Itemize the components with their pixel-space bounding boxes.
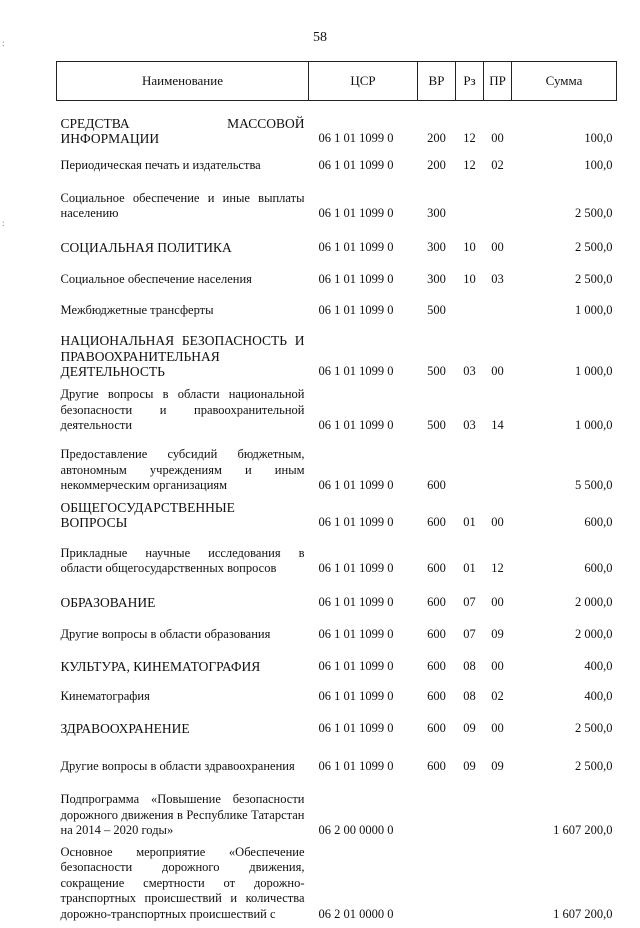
- cell-sum: 2 500,0: [512, 262, 617, 294]
- cell-name: Межбюджетные трансферты: [57, 294, 309, 325]
- cell-vr: 600: [418, 440, 456, 500]
- cell-vr: [418, 845, 456, 928]
- cell-pr: [484, 294, 512, 325]
- cell-rz: 01: [456, 537, 484, 583]
- cell-vr: 200: [418, 101, 456, 153]
- cell-sum: 400,0: [512, 681, 617, 711]
- cell-name: КУЛЬТУРА, КИНЕМАТОГРАФИЯ: [57, 649, 309, 681]
- cell-name: ОБЩЕГОСУДАРСТВЕННЫЕ ВОПРОСЫ: [57, 500, 309, 537]
- cell-vr: 600: [418, 711, 456, 743]
- cell-sum: 2 000,0: [512, 583, 617, 617]
- cell-pr: 00: [484, 711, 512, 743]
- table-row: [57, 845, 617, 928]
- page-number: 58: [0, 30, 640, 46]
- cell-vr: 600: [418, 743, 456, 781]
- cell-pr: [484, 440, 512, 500]
- cell-sum: 1 607 200,0: [512, 845, 617, 928]
- cell-name: Прикладные научные исследования в области общегосударственных вопросов: [57, 537, 309, 583]
- cell-csr: 06 1 01 1099 0: [309, 617, 418, 649]
- cell-csr: 06 1 01 1099 0: [309, 386, 418, 440]
- cell-rz: 08: [456, 681, 484, 711]
- cell-sum: 5 500,0: [512, 440, 617, 500]
- cell-sum: 100,0: [512, 153, 617, 180]
- cell-rz: [456, 294, 484, 325]
- cell-csr: 06 1 01 1099 0: [309, 180, 418, 228]
- cell-csr: 06 1 01 1099 0: [309, 649, 418, 681]
- cell-sum: 2 500,0: [512, 711, 617, 743]
- cell-sum: 2 500,0: [512, 743, 617, 781]
- cell-pr: 00: [484, 325, 512, 386]
- cell-sum: 1 000,0: [512, 325, 617, 386]
- cell-vr: 500: [418, 325, 456, 386]
- cell-name: Социальное обеспечение и иные выплаты населению: [57, 180, 309, 228]
- cell-rz: 03: [456, 325, 484, 386]
- cell-pr: 00: [484, 228, 512, 262]
- cell-rz: 09: [456, 743, 484, 781]
- cell-vr: 200: [418, 153, 456, 180]
- margin-mark: :: [2, 218, 5, 228]
- table-row: [57, 711, 617, 743]
- cell-sum: 1 000,0: [512, 386, 617, 440]
- column-header-vr: ВР: [418, 62, 456, 101]
- table-row: [57, 440, 617, 500]
- cell-name: Подпрограмма «Повышение безопасности дорожного движения в Республике Татарстан на 2014 – 2020 годы»: [57, 781, 309, 845]
- cell-sum: 1 000,0: [512, 294, 617, 325]
- cell-rz: 12: [456, 101, 484, 153]
- cell-csr: 06 1 01 1099 0: [309, 500, 418, 537]
- cell-pr: 03: [484, 262, 512, 294]
- column-header-csr: ЦСР: [309, 62, 418, 101]
- cell-csr: 06 1 01 1099 0: [309, 101, 418, 153]
- cell-sum: 600,0: [512, 537, 617, 583]
- cell-csr: 06 2 01 0000 0: [309, 845, 418, 928]
- cell-rz: [456, 781, 484, 845]
- budget-table: [56, 61, 617, 928]
- cell-csr: 06 1 01 1099 0: [309, 743, 418, 781]
- cell-vr: 300: [418, 228, 456, 262]
- cell-rz: 07: [456, 617, 484, 649]
- cell-csr: 06 1 01 1099 0: [309, 262, 418, 294]
- table-row: [57, 649, 617, 681]
- table-row: [57, 180, 617, 228]
- column-header-pr: ПР: [484, 62, 512, 101]
- cell-name: ЗДРАВООХРАНЕНИЕ: [57, 711, 309, 743]
- cell-sum: 100,0: [512, 101, 617, 153]
- cell-csr: 06 1 01 1099 0: [309, 153, 418, 180]
- cell-pr: 00: [484, 500, 512, 537]
- cell-csr: 06 1 01 1099 0: [309, 440, 418, 500]
- cell-vr: 600: [418, 681, 456, 711]
- cell-pr: [484, 180, 512, 228]
- cell-sum: 1 607 200,0: [512, 781, 617, 845]
- cell-rz: 09: [456, 711, 484, 743]
- cell-pr: 02: [484, 153, 512, 180]
- cell-vr: 300: [418, 180, 456, 228]
- table-row: [57, 262, 617, 294]
- cell-csr: 06 1 01 1099 0: [309, 711, 418, 743]
- table-row: [57, 743, 617, 781]
- cell-sum: 2 500,0: [512, 228, 617, 262]
- cell-pr: 00: [484, 649, 512, 681]
- cell-vr: 600: [418, 537, 456, 583]
- cell-name: Другие вопросы в области здравоохранения: [57, 743, 309, 781]
- cell-name: Кинематография: [57, 681, 309, 711]
- cell-name: Социальное обеспечение населения: [57, 262, 309, 294]
- cell-rz: [456, 180, 484, 228]
- cell-name: Периодическая печать и издательства: [57, 153, 309, 180]
- table-row: [57, 228, 617, 262]
- table-row: [57, 101, 617, 153]
- cell-sum: 400,0: [512, 649, 617, 681]
- cell-pr: 09: [484, 617, 512, 649]
- cell-name: НАЦИОНАЛЬНАЯ БЕЗОПАСНОСТЬ И ПРАВООХРАНИТЕЛЬНАЯ ДЕЯТЕЛЬНОСТЬ: [57, 325, 309, 386]
- table-row: [57, 500, 617, 537]
- cell-vr: 600: [418, 617, 456, 649]
- table-row: [57, 153, 617, 180]
- cell-pr: 02: [484, 681, 512, 711]
- cell-csr: 06 1 01 1099 0: [309, 325, 418, 386]
- cell-sum: 2 000,0: [512, 617, 617, 649]
- cell-rz: [456, 440, 484, 500]
- cell-name: Основное мероприятие «Обеспечение безопасности дорожного движения, сокращение смертности от дорожно-транспортных происшествий и количества дорожно-транспортных происшествий с: [57, 845, 309, 928]
- cell-rz: 07: [456, 583, 484, 617]
- table-header-row: [57, 62, 617, 101]
- cell-csr: 06 1 01 1099 0: [309, 583, 418, 617]
- cell-name: СРЕДСТВА МАССОВОЙ ИНФОРМАЦИИ: [57, 101, 309, 153]
- cell-rz: [456, 845, 484, 928]
- cell-name: Другие вопросы в области национальной безопасности и правоохранительной деятельности: [57, 386, 309, 440]
- cell-csr: 06 1 01 1099 0: [309, 537, 418, 583]
- cell-name: Другие вопросы в области образования: [57, 617, 309, 649]
- cell-vr: 300: [418, 262, 456, 294]
- cell-pr: 14: [484, 386, 512, 440]
- cell-name: Предоставление субсидий бюджетным, автономным учреждениям и иным некоммерческим организациям: [57, 440, 309, 500]
- cell-pr: 12: [484, 537, 512, 583]
- cell-vr: [418, 781, 456, 845]
- cell-vr: 600: [418, 583, 456, 617]
- cell-rz: 08: [456, 649, 484, 681]
- column-header-rz: Рз: [456, 62, 484, 101]
- cell-vr: 600: [418, 649, 456, 681]
- margin-mark: :: [2, 38, 5, 48]
- column-header-name: Наименование: [57, 62, 309, 101]
- table-row: [57, 386, 617, 440]
- cell-rz: 12: [456, 153, 484, 180]
- table-row: [57, 681, 617, 711]
- cell-rz: 03: [456, 386, 484, 440]
- cell-vr: 500: [418, 294, 456, 325]
- cell-csr: 06 1 01 1099 0: [309, 681, 418, 711]
- cell-sum: 600,0: [512, 500, 617, 537]
- cell-rz: 10: [456, 262, 484, 294]
- cell-csr: 06 1 01 1099 0: [309, 228, 418, 262]
- table-row: [57, 617, 617, 649]
- table-row: [57, 781, 617, 845]
- cell-sum: 2 500,0: [512, 180, 617, 228]
- cell-pr: [484, 845, 512, 928]
- table-row: [57, 583, 617, 617]
- column-header-sum: Сумма: [512, 62, 617, 101]
- cell-pr: [484, 781, 512, 845]
- cell-pr: 00: [484, 583, 512, 617]
- table-row: [57, 325, 617, 386]
- cell-name: ОБРАЗОВАНИЕ: [57, 583, 309, 617]
- cell-rz: 10: [456, 228, 484, 262]
- cell-csr: 06 2 00 0000 0: [309, 781, 418, 845]
- cell-vr: 500: [418, 386, 456, 440]
- cell-pr: 00: [484, 101, 512, 153]
- table-row: [57, 537, 617, 583]
- cell-name: СОЦИАЛЬНАЯ ПОЛИТИКА: [57, 228, 309, 262]
- cell-csr: 06 1 01 1099 0: [309, 294, 418, 325]
- cell-vr: 600: [418, 500, 456, 537]
- table-row: [57, 294, 617, 325]
- cell-rz: 01: [456, 500, 484, 537]
- cell-pr: 09: [484, 743, 512, 781]
